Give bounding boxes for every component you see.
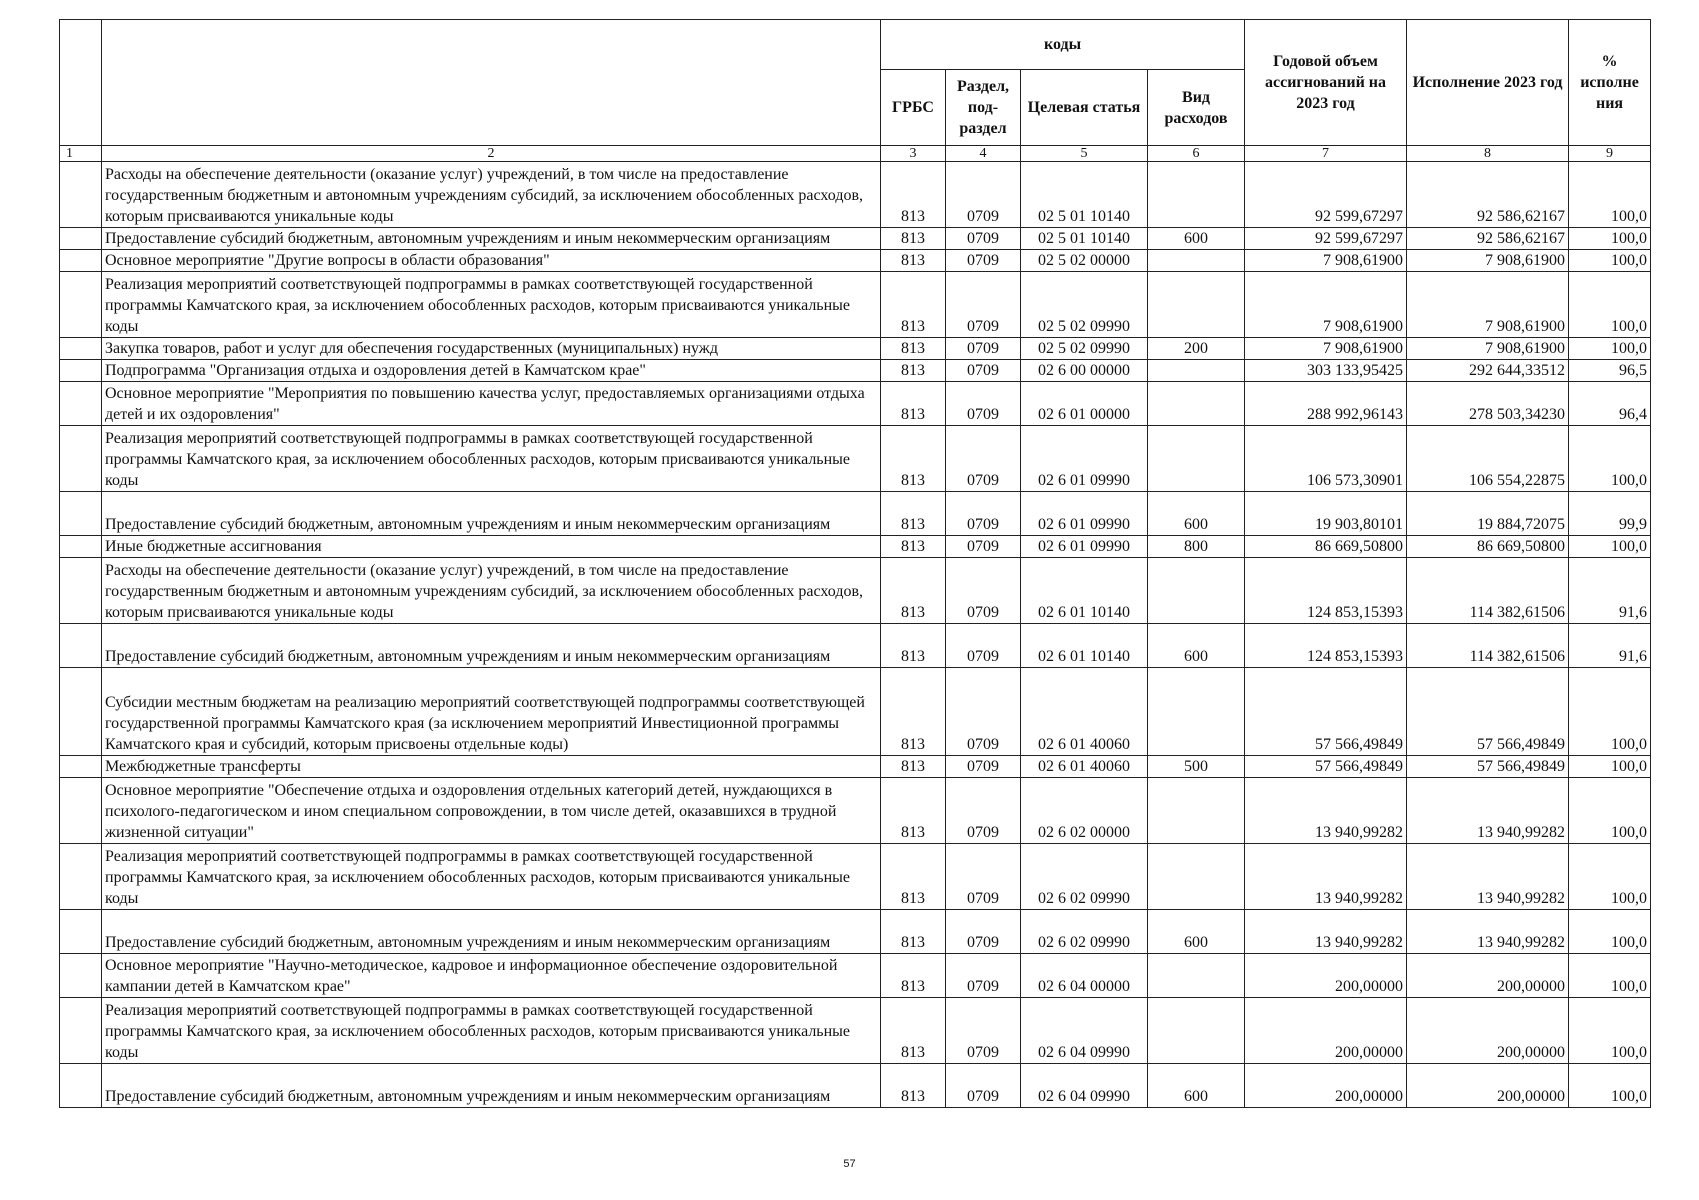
cell-name: Предоставление субсидий бюджетным, автономным учреждениям и иным некоммерческим организациям xyxy=(102,910,881,954)
cell-expense-type: 600 xyxy=(1148,624,1245,668)
cell-num xyxy=(60,338,102,360)
cell-grbs: 813 xyxy=(881,668,946,756)
cell-annual-volume: 92 599,67297 xyxy=(1245,228,1407,250)
cell-name: Основное мероприятие "Другие вопросы в области образования" xyxy=(102,250,881,272)
table-row xyxy=(60,624,1651,668)
cell-target-article: 02 5 02 00000 xyxy=(1021,250,1148,272)
cell-percent: 100,0 xyxy=(1569,998,1651,1064)
cell-razdel: 0709 xyxy=(946,272,1021,338)
cell-target-article: 02 6 01 09990 xyxy=(1021,536,1148,558)
cell-annual-volume: 86 669,50800 xyxy=(1245,536,1407,558)
cell-execution: 7 908,61900 xyxy=(1407,250,1569,272)
cell-grbs: 813 xyxy=(881,162,946,228)
cell-name: Межбюджетные трансферты xyxy=(102,756,881,778)
cell-execution: 200,00000 xyxy=(1407,1064,1569,1108)
cell-annual-volume: 13 940,99282 xyxy=(1245,844,1407,910)
table-row xyxy=(60,338,1651,360)
cell-annual-volume: 200,00000 xyxy=(1245,954,1407,998)
cell-annual-volume: 92 599,67297 xyxy=(1245,162,1407,228)
table-row xyxy=(60,426,1651,492)
header-grbs: ГРБС xyxy=(881,70,946,146)
cell-annual-volume: 19 903,80101 xyxy=(1245,492,1407,536)
table-row xyxy=(60,228,1651,250)
cell-target-article: 02 6 04 09990 xyxy=(1021,998,1148,1064)
cell-expense-type xyxy=(1148,558,1245,624)
cell-razdel: 0709 xyxy=(946,1064,1021,1108)
column-number: 3 xyxy=(881,146,946,162)
cell-annual-volume: 303 133,95425 xyxy=(1245,360,1407,382)
header-vid: Вид расходов xyxy=(1148,70,1245,146)
cell-target-article: 02 6 02 09990 xyxy=(1021,910,1148,954)
cell-razdel: 0709 xyxy=(946,162,1021,228)
cell-expense-type xyxy=(1148,998,1245,1064)
cell-percent: 100,0 xyxy=(1569,844,1651,910)
cell-name: Иные бюджетные ассигнования xyxy=(102,536,881,558)
cell-target-article: 02 5 02 09990 xyxy=(1021,338,1148,360)
cell-percent: 100,0 xyxy=(1569,426,1651,492)
cell-annual-volume: 57 566,49849 xyxy=(1245,756,1407,778)
cell-target-article: 02 6 01 09990 xyxy=(1021,426,1148,492)
cell-grbs: 813 xyxy=(881,536,946,558)
cell-annual-volume: 288 992,96143 xyxy=(1245,382,1407,426)
cell-target-article: 02 6 01 40060 xyxy=(1021,756,1148,778)
column-number: 4 xyxy=(946,146,1021,162)
column-number: 9 xyxy=(1569,146,1651,162)
cell-execution: 13 940,99282 xyxy=(1407,844,1569,910)
cell-expense-type xyxy=(1148,382,1245,426)
column-number-row xyxy=(60,146,1651,162)
cell-num xyxy=(60,1064,102,1108)
cell-grbs: 813 xyxy=(881,844,946,910)
cell-target-article: 02 6 00 00000 xyxy=(1021,360,1148,382)
cell-annual-volume: 200,00000 xyxy=(1245,1064,1407,1108)
cell-grbs: 813 xyxy=(881,338,946,360)
table-row xyxy=(60,250,1651,272)
table-row xyxy=(60,492,1651,536)
cell-name: Реализация мероприятий соответствующей подпрограммы в рамках соответствующей государственной программы Камчатского края, за исключением обособленных расходов, которым присваиваются уникальные коды xyxy=(102,426,881,492)
cell-num xyxy=(60,844,102,910)
cell-num xyxy=(60,426,102,492)
cell-num xyxy=(60,536,102,558)
cell-expense-type xyxy=(1148,954,1245,998)
cell-num xyxy=(60,778,102,844)
cell-num xyxy=(60,492,102,536)
cell-annual-volume: 200,00000 xyxy=(1245,998,1407,1064)
cell-razdel: 0709 xyxy=(946,954,1021,998)
table-row xyxy=(60,360,1651,382)
cell-razdel: 0709 xyxy=(946,536,1021,558)
cell-razdel: 0709 xyxy=(946,910,1021,954)
table-body xyxy=(60,162,1651,1108)
cell-expense-type: 200 xyxy=(1148,338,1245,360)
cell-expense-type xyxy=(1148,162,1245,228)
cell-execution: 7 908,61900 xyxy=(1407,338,1569,360)
cell-razdel: 0709 xyxy=(946,228,1021,250)
cell-percent: 100,0 xyxy=(1569,778,1651,844)
cell-grbs: 813 xyxy=(881,492,946,536)
cell-num xyxy=(60,162,102,228)
cell-percent: 91,6 xyxy=(1569,558,1651,624)
cell-num xyxy=(60,910,102,954)
cell-annual-volume: 7 908,61900 xyxy=(1245,338,1407,360)
table-row xyxy=(60,756,1651,778)
table-row xyxy=(60,162,1651,228)
cell-execution: 106 554,22875 xyxy=(1407,426,1569,492)
cell-percent: 100,0 xyxy=(1569,1064,1651,1108)
table-row xyxy=(60,778,1651,844)
cell-num xyxy=(60,272,102,338)
cell-razdel: 0709 xyxy=(946,492,1021,536)
cell-target-article: 02 6 01 00000 xyxy=(1021,382,1148,426)
cell-annual-volume: 13 940,99282 xyxy=(1245,910,1407,954)
cell-target-article: 02 6 01 09990 xyxy=(1021,492,1148,536)
cell-annual-volume: 57 566,49849 xyxy=(1245,668,1407,756)
cell-num xyxy=(60,954,102,998)
column-number: 7 xyxy=(1245,146,1407,162)
cell-annual-volume: 7 908,61900 xyxy=(1245,250,1407,272)
cell-razdel: 0709 xyxy=(946,624,1021,668)
cell-num xyxy=(60,998,102,1064)
cell-percent: 100,0 xyxy=(1569,910,1651,954)
cell-razdel: 0709 xyxy=(946,558,1021,624)
cell-execution: 200,00000 xyxy=(1407,998,1569,1064)
cell-expense-type xyxy=(1148,272,1245,338)
header-annual-volume: Годовой объем ассигнований на 2023 год xyxy=(1245,20,1407,146)
cell-grbs: 813 xyxy=(881,778,946,844)
cell-execution: 200,00000 xyxy=(1407,954,1569,998)
cell-grbs: 813 xyxy=(881,998,946,1064)
cell-annual-volume: 106 573,30901 xyxy=(1245,426,1407,492)
cell-razdel: 0709 xyxy=(946,338,1021,360)
cell-target-article: 02 5 02 09990 xyxy=(1021,272,1148,338)
cell-percent: 100,0 xyxy=(1569,954,1651,998)
cell-expense-type xyxy=(1148,778,1245,844)
cell-execution: 86 669,50800 xyxy=(1407,536,1569,558)
cell-target-article: 02 5 01 10140 xyxy=(1021,162,1148,228)
cell-percent: 100,0 xyxy=(1569,668,1651,756)
cell-expense-type: 600 xyxy=(1148,492,1245,536)
cell-percent: 100,0 xyxy=(1569,536,1651,558)
header-blank-name xyxy=(102,20,881,146)
header-razdel: Раздел, под-раздел xyxy=(946,70,1021,146)
cell-grbs: 813 xyxy=(881,250,946,272)
cell-annual-volume: 7 908,61900 xyxy=(1245,272,1407,338)
column-number: 1 xyxy=(60,146,102,162)
cell-annual-volume: 124 853,15393 xyxy=(1245,558,1407,624)
cell-percent: 100,0 xyxy=(1569,338,1651,360)
cell-grbs: 813 xyxy=(881,954,946,998)
cell-expense-type xyxy=(1148,426,1245,492)
cell-expense-type: 500 xyxy=(1148,756,1245,778)
cell-grbs: 813 xyxy=(881,228,946,250)
cell-grbs: 813 xyxy=(881,1064,946,1108)
header-blank-num xyxy=(60,20,102,146)
cell-execution: 19 884,72075 xyxy=(1407,492,1569,536)
header-execution: Исполнение 2023 год xyxy=(1407,20,1569,146)
cell-name: Реализация мероприятий соответствующей подпрограммы в рамках соответствующей государственной программы Камчатского края, за исключением обособленных расходов, которым присваиваются уникальные коды xyxy=(102,272,881,338)
cell-target-article: 02 6 04 09990 xyxy=(1021,1064,1148,1108)
cell-name: Реализация мероприятий соответствующей подпрограммы в рамках соответствующей государственной программы Камчатского края, за исключением обособленных расходов, которым присваиваются уникальные коды xyxy=(102,844,881,910)
cell-percent: 96,4 xyxy=(1569,382,1651,426)
cell-name: Расходы на обеспечение деятельности (оказание услуг) учреждений, в том числе на предоставление государственным бюджетным и автономным учреждениям субсидий, за исключением обособленных расходов, которым присваиваются уникальные коды xyxy=(102,162,881,228)
cell-num xyxy=(60,668,102,756)
cell-grbs: 813 xyxy=(881,624,946,668)
cell-annual-volume: 13 940,99282 xyxy=(1245,778,1407,844)
cell-name: Основное мероприятие "Обеспечение отдыха и оздоровления отдельных категорий детей, нуждающихся в психолого-педагогическом и ином специальном сопровождении, в том числе детей, оказавшихся в трудной жизненной ситуации" xyxy=(102,778,881,844)
cell-num xyxy=(60,382,102,426)
cell-razdel: 0709 xyxy=(946,998,1021,1064)
table-row xyxy=(60,668,1651,756)
cell-razdel: 0709 xyxy=(946,426,1021,492)
table-row xyxy=(60,382,1651,426)
cell-name: Предоставление субсидий бюджетным, автономным учреждениям и иным некоммерческим организациям xyxy=(102,228,881,250)
budget-table-sheet xyxy=(59,19,1651,1108)
cell-num xyxy=(60,558,102,624)
cell-target-article: 02 6 01 10140 xyxy=(1021,624,1148,668)
cell-razdel: 0709 xyxy=(946,360,1021,382)
cell-execution: 57 566,49849 xyxy=(1407,756,1569,778)
cell-execution: 92 586,62167 xyxy=(1407,228,1569,250)
cell-name: Основное мероприятие "Мероприятия по повышению качества услуг, предоставляемых организациями отдыха детей и их оздоровления" xyxy=(102,382,881,426)
cell-razdel: 0709 xyxy=(946,844,1021,910)
cell-expense-type xyxy=(1148,250,1245,272)
cell-execution: 92 586,62167 xyxy=(1407,162,1569,228)
cell-execution: 57 566,49849 xyxy=(1407,668,1569,756)
cell-expense-type: 600 xyxy=(1148,910,1245,954)
table-row xyxy=(60,272,1651,338)
cell-grbs: 813 xyxy=(881,910,946,954)
column-number: 5 xyxy=(1021,146,1148,162)
cell-percent: 100,0 xyxy=(1569,250,1651,272)
cell-annual-volume: 124 853,15393 xyxy=(1245,624,1407,668)
cell-percent: 100,0 xyxy=(1569,272,1651,338)
cell-expense-type: 600 xyxy=(1148,1064,1245,1108)
table-row xyxy=(60,954,1651,998)
cell-name: Субсидии местным бюджетам на реализацию мероприятий соответствующей подпрограммы соответствующей государственной программы Камчатского края (за исключением мероприятий Инвестиционной программы Камчатского края и субсидий, которым присвоены отдельные коды) xyxy=(102,668,881,756)
cell-name: Расходы на обеспечение деятельности (оказание услуг) учреждений, в том числе на предоставление государственным бюджетным и автономным учреждениям субсидий, за исключением обособленных расходов, которым присваиваются уникальные коды xyxy=(102,558,881,624)
cell-grbs: 813 xyxy=(881,558,946,624)
column-number: 8 xyxy=(1407,146,1569,162)
header-percent: % исполне ния xyxy=(1569,20,1651,146)
cell-grbs: 813 xyxy=(881,382,946,426)
cell-expense-type: 600 xyxy=(1148,228,1245,250)
cell-target-article: 02 6 02 09990 xyxy=(1021,844,1148,910)
cell-num xyxy=(60,756,102,778)
cell-razdel: 0709 xyxy=(946,382,1021,426)
table-row xyxy=(60,1064,1651,1108)
cell-name: Реализация мероприятий соответствующей подпрограммы в рамках соответствующей государственной программы Камчатского края, за исключением обособленных расходов, которым присваиваются уникальные коды xyxy=(102,998,881,1064)
cell-expense-type xyxy=(1148,844,1245,910)
cell-target-article: 02 6 01 10140 xyxy=(1021,558,1148,624)
cell-execution: 13 940,99282 xyxy=(1407,910,1569,954)
table-row xyxy=(60,558,1651,624)
cell-execution: 7 908,61900 xyxy=(1407,272,1569,338)
cell-target-article: 02 6 01 40060 xyxy=(1021,668,1148,756)
cell-name: Основное мероприятие "Научно-методическое, кадровое и информационное обеспечение оздоровительной кампании детей в Камчатском крае" xyxy=(102,954,881,998)
cell-grbs: 813 xyxy=(881,756,946,778)
cell-expense-type: 800 xyxy=(1148,536,1245,558)
cell-percent: 96,5 xyxy=(1569,360,1651,382)
cell-grbs: 813 xyxy=(881,426,946,492)
page-number: 57 xyxy=(843,1158,856,1170)
column-number: 6 xyxy=(1148,146,1245,162)
table-row xyxy=(60,998,1651,1064)
header-celevaya: Целевая статья xyxy=(1021,70,1148,146)
cell-execution: 114 382,61506 xyxy=(1407,558,1569,624)
cell-num xyxy=(60,360,102,382)
cell-num xyxy=(60,228,102,250)
budget-table xyxy=(59,19,1651,1108)
cell-name: Предоставление субсидий бюджетным, автономным учреждениям и иным некоммерческим организациям xyxy=(102,1064,881,1108)
table-row xyxy=(60,844,1651,910)
cell-name: Предоставление субсидий бюджетным, автономным учреждениям и иным некоммерческим организациям xyxy=(102,624,881,668)
cell-target-article: 02 5 01 10140 xyxy=(1021,228,1148,250)
column-number: 2 xyxy=(102,146,881,162)
cell-execution: 278 503,34230 xyxy=(1407,382,1569,426)
cell-expense-type xyxy=(1148,668,1245,756)
cell-percent: 100,0 xyxy=(1569,162,1651,228)
cell-target-article: 02 6 02 00000 xyxy=(1021,778,1148,844)
cell-name: Закупка товаров, работ и услуг для обеспечения государственных (муниципальных) нужд xyxy=(102,338,881,360)
cell-razdel: 0709 xyxy=(946,250,1021,272)
cell-razdel: 0709 xyxy=(946,668,1021,756)
cell-name: Предоставление субсидий бюджетным, автономным учреждениям и иным некоммерческим организациям xyxy=(102,492,881,536)
cell-expense-type xyxy=(1148,360,1245,382)
cell-percent: 99,9 xyxy=(1569,492,1651,536)
cell-num xyxy=(60,250,102,272)
cell-target-article: 02 6 04 00000 xyxy=(1021,954,1148,998)
cell-name: Подпрограмма "Организация отдыха и оздоровления детей в Камчатском крае" xyxy=(102,360,881,382)
cell-execution: 114 382,61506 xyxy=(1407,624,1569,668)
cell-percent: 100,0 xyxy=(1569,756,1651,778)
cell-grbs: 813 xyxy=(881,360,946,382)
cell-percent: 91,6 xyxy=(1569,624,1651,668)
table-row xyxy=(60,910,1651,954)
table-row xyxy=(60,536,1651,558)
cell-execution: 13 940,99282 xyxy=(1407,778,1569,844)
cell-grbs: 813 xyxy=(881,272,946,338)
cell-razdel: 0709 xyxy=(946,756,1021,778)
cell-execution: 292 644,33512 xyxy=(1407,360,1569,382)
cell-num xyxy=(60,624,102,668)
header-codes: коды xyxy=(881,20,1245,70)
cell-razdel: 0709 xyxy=(946,778,1021,844)
cell-percent: 100,0 xyxy=(1569,228,1651,250)
